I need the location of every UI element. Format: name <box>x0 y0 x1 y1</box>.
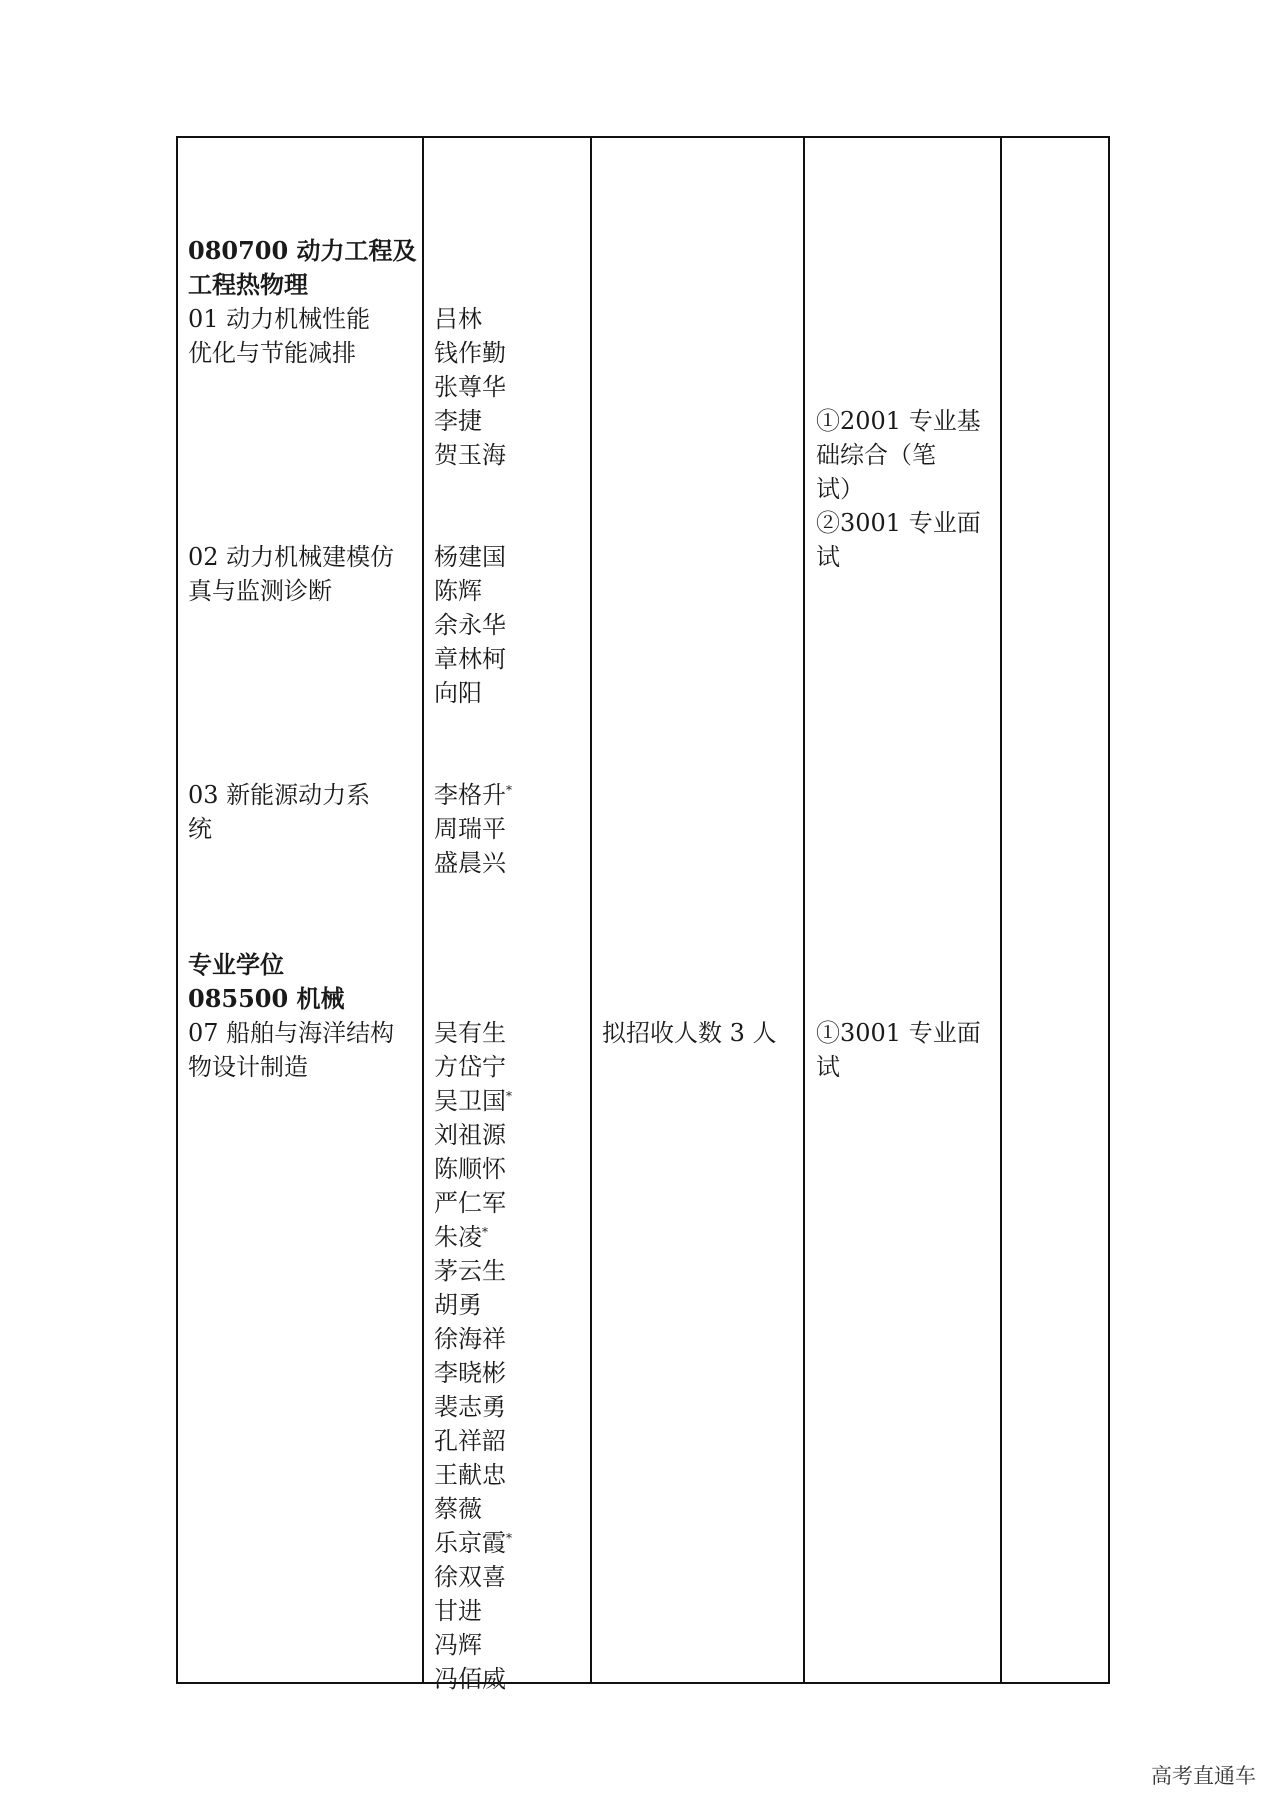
column-divider <box>1000 138 1002 1682</box>
supervisor-name: 盛晨兴 <box>434 849 506 877</box>
direction-02-cell <box>188 540 394 608</box>
program-085500-title: 085500 机械 <box>188 984 345 1013</box>
supervisor-name: 吕林 <box>434 305 482 333</box>
supervisor-name: 孔祥韶 <box>434 1427 506 1455</box>
supervisor-name: 张尊华 <box>434 373 506 401</box>
supervisor-entry <box>434 1390 512 1424</box>
supervisor-entry <box>434 1050 512 1084</box>
exam-subject-line: ①3001 专业面 <box>816 1019 981 1047</box>
supervisor-name: 方岱宁 <box>434 1053 506 1081</box>
supervisor-name: 贺玉海 <box>434 441 506 469</box>
supervisor-name: 章林柯 <box>434 645 506 673</box>
professional-degree-cell <box>188 948 394 1084</box>
supervisor-entry <box>434 1186 512 1220</box>
enrollment-cell <box>602 1016 777 1050</box>
supervisor-name: 徐双喜 <box>434 1563 506 1591</box>
exam-subject-line: 试 <box>816 543 840 571</box>
supervisor-name: 乐京霞 <box>434 1529 506 1557</box>
exam-subjects-group1 <box>816 404 981 574</box>
supervisor-entry <box>434 1084 512 1118</box>
program-code-title-cont: 工程热物理 <box>188 270 308 299</box>
supervisors-dir01 <box>434 302 506 472</box>
supervisor-name: 余永华 <box>434 611 506 639</box>
supervisor-name: 李晓彬 <box>434 1359 506 1387</box>
direction-01-title-cont: 优化与节能减排 <box>188 339 356 367</box>
supervisor-entry <box>434 1628 512 1662</box>
supervisors-dir02 <box>434 540 506 710</box>
supervisor-name: 茅云生 <box>434 1257 506 1285</box>
direction-03-title-cont: 统 <box>188 815 212 843</box>
direction-03-title: 03 新能源动力系 <box>188 781 371 809</box>
supervisor-name: 王献忠 <box>434 1461 506 1489</box>
enrollment-count: 拟招收人数 3 人 <box>602 1019 777 1047</box>
supervisor-name: 徐海祥 <box>434 1325 506 1353</box>
supervisors-dir07 <box>434 1016 512 1696</box>
column-divider <box>590 138 592 1682</box>
supervisor-entry <box>434 1016 512 1050</box>
supervisor-name: 蔡薇 <box>434 1495 482 1523</box>
direction-07-title-cont: 物设计制造 <box>188 1053 308 1081</box>
column-divider <box>422 138 424 1682</box>
supervisor-name: 杨建国 <box>434 543 506 571</box>
supervisor-entry <box>434 778 512 812</box>
supervisor-mark: * <box>482 1225 488 1239</box>
supervisor-name: 陈辉 <box>434 577 482 605</box>
supervisor-mark: * <box>506 1531 512 1545</box>
supervisor-mark: * <box>506 783 512 797</box>
exam-subjects-group2 <box>816 1016 981 1084</box>
supervisor-entry <box>434 1220 512 1254</box>
exam-subject-line: 础综合（笔 <box>816 441 936 469</box>
supervisor-name: 朱凌 <box>434 1223 482 1251</box>
supervisor-entry <box>434 1118 512 1152</box>
supervisor-name: 严仁军 <box>434 1189 506 1217</box>
exam-subject-line: 试） <box>816 475 864 503</box>
supervisor-name: 陈顺怀 <box>434 1155 506 1183</box>
program-code-title: 080700 动力工程及 <box>188 236 417 265</box>
supervisor-name: 胡勇 <box>434 1291 482 1319</box>
supervisor-name: 吴卫国 <box>434 1087 506 1115</box>
supervisor-name: 周瑞平 <box>434 815 506 843</box>
supervisor-entry <box>434 1526 512 1560</box>
supervisor-entry <box>434 1560 512 1594</box>
degree-type-label: 专业学位 <box>188 950 284 979</box>
supervisor-name: 裴志勇 <box>434 1393 506 1421</box>
supervisor-name: 吴有生 <box>434 1019 506 1047</box>
supervisor-name: 冯佰威 <box>434 1665 506 1693</box>
direction-01-title: 01 动力机械性能 <box>188 305 371 333</box>
direction-07-title: 07 船舶与海洋结构 <box>188 1019 395 1047</box>
supervisor-mark: * <box>506 1089 512 1103</box>
supervisors-dir03 <box>434 778 512 880</box>
supervisor-entry <box>434 1662 512 1696</box>
supervisor-name: 钱作勤 <box>434 339 506 367</box>
supervisor-name: 甘进 <box>434 1597 482 1625</box>
supervisor-entry <box>434 1424 512 1458</box>
supervisor-entry <box>434 1458 512 1492</box>
exam-subject-line: ②3001 专业面 <box>816 509 981 537</box>
supervisor-entry <box>434 1254 512 1288</box>
direction-03-cell <box>188 778 370 846</box>
supervisor-entry <box>434 1492 512 1526</box>
supervisor-entry <box>434 846 512 880</box>
supervisor-entry <box>434 1152 512 1186</box>
supervisor-entry <box>434 1288 512 1322</box>
supervisor-entry <box>434 1322 512 1356</box>
exam-subject-line: 试 <box>816 1053 840 1081</box>
supervisor-entry <box>434 1594 512 1628</box>
supervisor-entry <box>434 812 512 846</box>
supervisor-name: 刘祖源 <box>434 1121 506 1149</box>
supervisor-name: 冯辉 <box>434 1631 482 1659</box>
supervisor-name: 李格升 <box>434 781 506 809</box>
program-080700-cell <box>188 234 417 370</box>
column-divider <box>803 138 805 1682</box>
direction-02-title: 02 动力机械建模仿 <box>188 543 395 571</box>
supervisor-entry <box>434 1356 512 1390</box>
supervisor-name: 李捷 <box>434 407 482 435</box>
watermark-text: 高考直通车 <box>1151 1764 1256 1788</box>
supervisor-name: 向阳 <box>434 679 482 707</box>
direction-02-title-cont: 真与监测诊断 <box>188 577 332 605</box>
exam-subject-line: ①2001 专业基 <box>816 407 981 435</box>
